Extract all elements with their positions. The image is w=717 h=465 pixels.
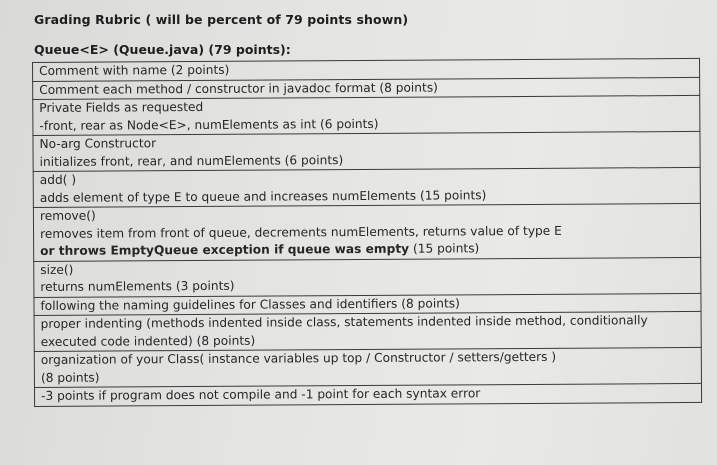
rubric-line: following the naming guidelines for Classes and identifiers (8 points) bbox=[40, 295, 460, 313]
rubric-line: (8 points) bbox=[40, 370, 100, 385]
table-row bbox=[33, 167, 700, 207]
rubric-line: add( ) bbox=[39, 172, 77, 187]
rubric-cell bbox=[33, 95, 700, 135]
table-row bbox=[33, 95, 700, 135]
rubric-line: initializes front, rear, and numElements (6 points) bbox=[39, 152, 344, 169]
queue-heading: Queue<E> (Queue.java) (79 points): bbox=[34, 42, 291, 57]
page-title: Grading Rubric ( will be percent of 79 points shown) bbox=[34, 12, 409, 27]
rubric-cell bbox=[34, 257, 701, 297]
rubric-line: -3 points if program does not compile and -1 point for each syntax error bbox=[40, 386, 481, 403]
table-row bbox=[33, 131, 700, 171]
rubric-table bbox=[32, 58, 702, 407]
rubric-line: remove() bbox=[39, 208, 96, 223]
table-row bbox=[34, 347, 701, 387]
rubric-cell bbox=[34, 383, 701, 406]
rubric-line: adds element of type E to queue and increases numElements (15 points) bbox=[39, 187, 487, 205]
table-row bbox=[34, 257, 701, 297]
rubric-cell bbox=[33, 203, 700, 261]
table-row bbox=[33, 203, 700, 261]
rubric-emphasis: or throws EmptyQueue exception if queue was empty bbox=[40, 241, 410, 258]
rubric-line: No-arg Constructor bbox=[39, 136, 157, 151]
rubric-line: size() bbox=[40, 262, 74, 277]
rubric-cell bbox=[34, 311, 701, 351]
rubric-line: proper indenting (methods indented inside class, statements indented inside method, conditionally executed code indented) (8 points) bbox=[40, 313, 648, 349]
table-row bbox=[34, 383, 701, 406]
rubric-cell bbox=[34, 347, 701, 387]
rubric-line: Private Fields as requested bbox=[39, 99, 204, 115]
rubric-cell bbox=[33, 167, 700, 207]
rubric-line: returns numElements (3 points) bbox=[40, 278, 235, 294]
table-row bbox=[34, 311, 701, 351]
rubric-line: Comment with name (2 points) bbox=[39, 62, 230, 78]
rubric-line: organization of your Class( instance variables up top / Constructor / setters/getters ) bbox=[40, 349, 557, 367]
rubric-points: (15 points) bbox=[409, 241, 480, 256]
rubric-line: removes item from front of queue, decrements numElements, returns value of type E bbox=[40, 223, 562, 241]
rubric-line: -front, rear as Node<E>, numElements as int (6 points) bbox=[39, 116, 379, 133]
rubric-cell bbox=[33, 131, 700, 171]
rubric-line: Comment each method / constructor in javadoc format (8 points) bbox=[39, 80, 438, 97]
